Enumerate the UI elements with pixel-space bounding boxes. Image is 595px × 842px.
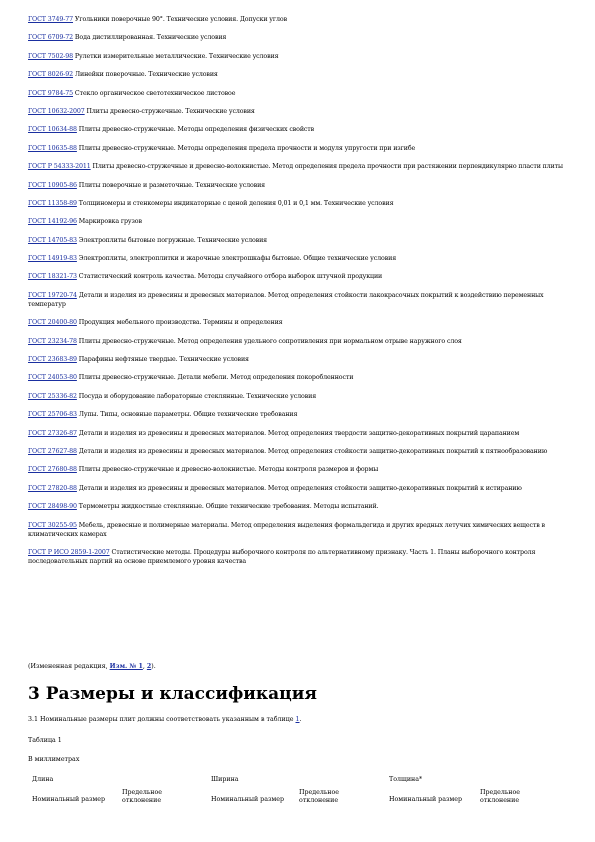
reference-item (28, 181, 563, 190)
reference-title: Угольники поверочные 90°. Технические условия. Допуски углов (74, 16, 287, 23)
reference-item (28, 465, 563, 474)
reference-code-link[interactable]: ГОСТ 25706-83 (28, 411, 77, 419)
reference-title: Стекло органическое светотехническое листовое (74, 89, 236, 97)
reference-title: Статистические методы. Процедуры выборочного контроля по альтернативному признаку. Часть 1. Планы выборочного контроля последовательных партий на основе приемлемого уровня качества (28, 548, 536, 565)
reference-item (28, 291, 563, 309)
clause-3-1: 3.1 Номинальные размеры плит должны соответствовать указанным в таблице 1. (28, 716, 302, 723)
amendment-note: (Измененная редакция, Изм. № 1, 2). (28, 663, 156, 670)
reference-code-link[interactable]: ГОСТ 23234-78 (28, 337, 77, 345)
reference-item (28, 236, 563, 245)
reference-item (28, 52, 563, 61)
reference-item (28, 89, 563, 98)
reference-title: Термометры жидкостные стеклянные. Общие технические требования. Методы испытаний. (78, 503, 379, 511)
reference-title: Детали и изделия из древесины и древесных материалов. Метод определения твердости защитно-декоративных покрытий царапанием (78, 429, 520, 437)
reference-item (28, 107, 563, 116)
reference-title: Плиты древесно-стружечные и древесно-волокнистые. Методы контроля размеров и формы (78, 466, 379, 474)
reference-item (28, 272, 563, 281)
reference-item (28, 429, 563, 438)
reference-title: Посуда и оборудование лабораторные стеклянные. Технические условия (78, 392, 317, 400)
table-subheader-nominal-thickness: Номинальный размер (389, 796, 463, 803)
reference-title: Плиты древесно-стружечные и древесно-волокнистые. Метод определения предела прочности при растяжении перпендикулярно пласти плиты (92, 163, 563, 171)
reference-title: Статистический контроль качества. Методы случайного отбора выборок штучной продукции (78, 273, 383, 281)
reference-item (28, 484, 563, 493)
table-header-length: Длина (32, 776, 54, 783)
reference-item (28, 70, 563, 79)
reference-title: Электроплиты бытовые погружные. Технические условия (78, 236, 268, 244)
reference-item (28, 15, 563, 24)
reference-title: Детали и изделия из древесины и древесных материалов. Метод определения стойкости защитно-декоративных покрытий к истиранию (78, 484, 522, 492)
reference-item (28, 318, 563, 327)
reference-title: Детали и изделия из древесины и древесных материалов. Метод определения стойкости защитно-декоративных покрытий к пятнообразованию (78, 447, 548, 455)
table-caption: Таблица 1 (28, 737, 62, 744)
reference-code-link[interactable]: ГОСТ 24053-80 (28, 374, 77, 382)
reference-code-link[interactable]: ГОСТ 14705-83 (28, 236, 77, 244)
reference-item (28, 33, 563, 42)
reference-title: Вода дистиллированная. Технические условия (74, 34, 227, 42)
reference-code-link[interactable]: ГОСТ 10905-86 (28, 181, 77, 189)
reference-item (28, 392, 563, 401)
table-1-link[interactable]: 1 (295, 716, 300, 723)
normative-references-list (28, 15, 563, 575)
reference-item (28, 502, 563, 511)
reference-title: Плиты древесно-стружечные. Методы определения предела прочности и модуля упругости при изгибе (78, 144, 416, 152)
table-header-thickness: Толщина* (389, 776, 423, 783)
reference-title: Детали и изделия из древесины и древесных материалов. Метод определения стойкости лакокрасочных покрытий к воздействию переменных температур (28, 291, 544, 308)
reference-item (28, 521, 563, 539)
reference-title: Маркировка грузов (78, 218, 142, 226)
reference-code-link[interactable]: ГОСТ 27680-88 (28, 466, 77, 474)
section-heading: 3 Размеры и классификация (28, 684, 317, 704)
reference-item (28, 548, 563, 566)
reference-title: Продукция мебельного производства. Термины и определения (78, 319, 283, 327)
reference-code-link[interactable]: ГОСТ 11358-89 (28, 199, 77, 207)
reference-code-link[interactable]: ГОСТ 10634-88 (28, 126, 77, 134)
reference-code-link[interactable]: ГОСТ 18321-73 (28, 273, 77, 281)
table-unit-note: В миллиметрах (28, 756, 80, 763)
reference-code-link[interactable]: ГОСТ 10635-88 (28, 144, 77, 152)
reference-title: Плиты древесно-стружечные. Детали мебели. Метод определения покоробленности (78, 374, 354, 382)
table-header-width: Ширина (211, 776, 239, 783)
reference-title: Парафины нефтяные твердые. Технические условия (78, 356, 249, 364)
reference-item (28, 254, 563, 263)
reference-item (28, 217, 563, 226)
reference-code-link[interactable]: ГОСТ 27326-87 (28, 429, 77, 437)
reference-item (28, 447, 563, 456)
reference-code-link[interactable]: ГОСТ 27627-88 (28, 447, 77, 455)
reference-code-link[interactable]: ГОСТ 10632-2007 (28, 107, 85, 115)
reference-item (28, 144, 563, 153)
reference-item (28, 162, 563, 171)
reference-code-link[interactable]: ГОСТ 8026-92 (28, 71, 74, 79)
reference-code-link[interactable]: ГОСТ 28498-90 (28, 503, 77, 511)
table-subheader-deviation-length: Предельное отклонение (122, 789, 162, 804)
reference-title: Рулетки измерительные металлические. Технические условия (74, 52, 279, 60)
reference-item (28, 410, 563, 419)
reference-item (28, 355, 563, 364)
reference-code-link[interactable]: ГОСТ 20400-80 (28, 319, 77, 327)
reference-code-link[interactable]: ГОСТ 3749-77 (28, 16, 74, 23)
reference-title: Толщиномеры и стенкомеры индикаторные с ценой деления 0,01 и 0,1 мм. Технические условия (78, 199, 394, 207)
reference-code-link[interactable]: ГОСТ 14192-96 (28, 218, 77, 226)
reference-code-link[interactable]: ГОСТ Р ИСО 2859-1-2007 (28, 548, 110, 556)
reference-title: Плиты древесно-стружечные. Метод определения удельного сопротивления при нормальном отрыве наружного слоя (78, 337, 462, 345)
reference-code-link[interactable]: ГОСТ 30255-95 (28, 521, 77, 529)
reference-title: Мебель, древесные и полимерные материалы. Метод определения выделения формальдегида и других вредных летучих химических веществ в климатических камерах (28, 521, 545, 538)
reference-title: Лупы. Типы, основные параметры. Общие технические требования (78, 411, 298, 419)
reference-code-link[interactable]: ГОСТ 6709-72 (28, 34, 74, 42)
reference-title: Плиты древесно-стружечные. Технические условия (86, 107, 255, 115)
reference-item (28, 125, 563, 134)
amendment-link-2[interactable]: 2 (146, 663, 152, 670)
amendment-link-1[interactable]: Изм. № 1 (109, 663, 143, 670)
reference-code-link[interactable]: ГОСТ Р 54333-2011 (28, 163, 91, 171)
reference-item (28, 373, 563, 382)
table-subheader-deviation-thickness: Предельное отклонение (480, 789, 520, 804)
reference-title: Плиты поверочные и разметочные. Технические условия (78, 181, 266, 189)
reference-code-link[interactable]: ГОСТ 23683-89 (28, 356, 77, 364)
reference-code-link[interactable]: ГОСТ 27820-88 (28, 484, 77, 492)
reference-code-link[interactable]: ГОСТ 25336-82 (28, 392, 77, 400)
table-subheader-deviation-width: Предельное отклонение (299, 789, 339, 804)
reference-item (28, 199, 563, 208)
reference-code-link[interactable]: ГОСТ 19720-74 (28, 291, 77, 299)
table-subheader-nominal-length: Номинальный размер (32, 796, 106, 803)
reference-item (28, 337, 563, 346)
reference-code-link[interactable]: ГОСТ 14919-83 (28, 255, 77, 263)
reference-title: Электроплиты, электроплитки и жарочные электрошкафы бытовые. Общие технические условия (78, 255, 397, 263)
reference-title: Линейки поверочные. Технические условия (74, 71, 218, 79)
reference-title: Плиты древесно-стружечные. Методы определения физических свойств (78, 126, 315, 134)
reference-code-link[interactable]: ГОСТ 9784-75 (28, 89, 74, 97)
reference-code-link[interactable]: ГОСТ 7502-98 (28, 52, 74, 60)
table-subheader-nominal-width: Номинальный размер (211, 796, 285, 803)
